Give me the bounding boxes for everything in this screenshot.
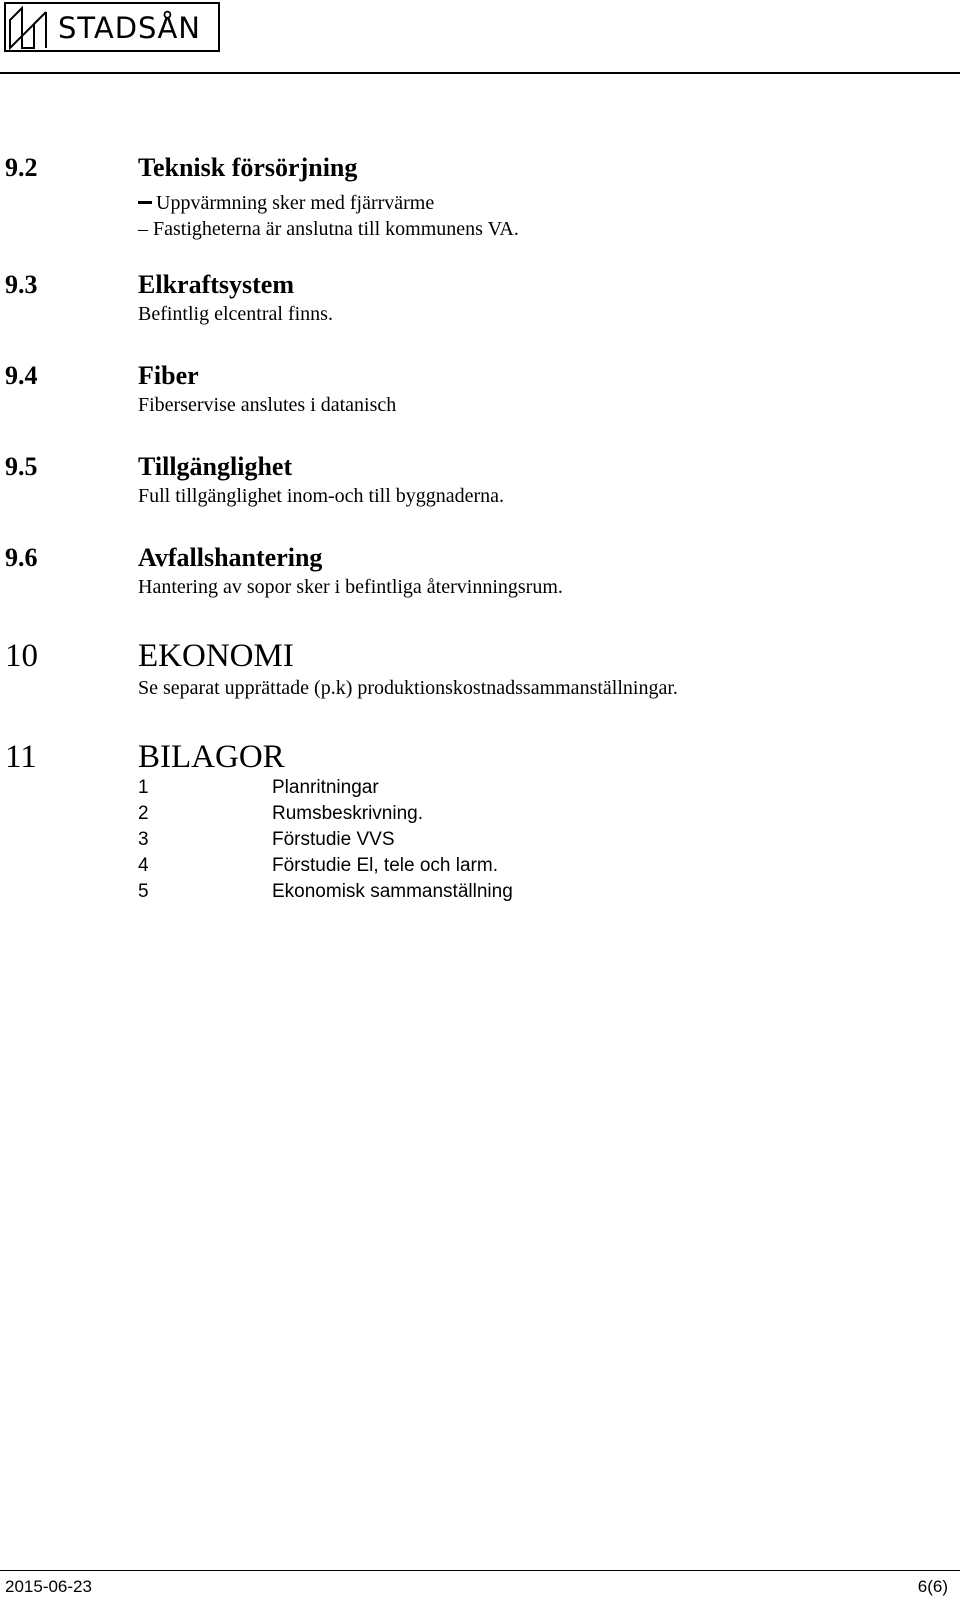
attachment-label: Förstudie El, tele och larm. <box>272 855 498 876</box>
header-rule <box>0 72 960 74</box>
section-text: Hantering av sopor sker i befintliga återvinningsrum. <box>138 576 563 598</box>
footer-rule <box>0 1570 960 1571</box>
footer-date: 2015-06-23 <box>5 1577 92 1596</box>
logo-mark-icon <box>8 6 48 50</box>
section-number: 9.3 <box>5 270 38 299</box>
section-number: 11 <box>5 739 37 775</box>
section-line: – Fastigheterna är anslutna till kommunens VA. <box>138 218 519 240</box>
section-number: 9.2 <box>5 153 38 182</box>
section-heading: Teknisk försörjning <box>138 153 358 182</box>
page-number: 6(6) <box>917 1577 948 1596</box>
section-heading: Tillgänglighet <box>138 452 293 481</box>
section-heading: Avfallshantering <box>138 543 323 572</box>
section-heading: Elkraftsystem <box>138 270 294 299</box>
logo-text: STADSÅN <box>58 11 201 45</box>
section-text: Full tillgänglighet inom-och till byggnaderna. <box>138 485 505 507</box>
attachment-label: Ekonomisk sammanställning <box>272 881 513 902</box>
attachment-number: 5 <box>138 881 149 902</box>
attachment-number: 1 <box>138 777 149 798</box>
company-logo <box>4 2 220 52</box>
attachment-label: Förstudie VVS <box>272 829 395 850</box>
section-text: Befintlig elcentral finns. <box>138 303 333 325</box>
attachment-number: 3 <box>138 829 149 850</box>
section-text: Se separat upprättade (p.k) produktionskostnadssammanställningar. <box>138 677 678 699</box>
section-number: 9.6 <box>5 543 38 572</box>
section-number: 9.4 <box>5 361 38 390</box>
attachment-number: 2 <box>138 803 149 824</box>
attachment-label: Rumsbeskrivning. <box>272 803 423 824</box>
section-heading: BILAGOR <box>138 739 285 775</box>
section-line: Uppvärmning sker med fjärrvärme <box>138 191 434 215</box>
dash-icon <box>138 201 152 204</box>
attachment-label: Planritningar <box>272 777 379 798</box>
attachment-number: 4 <box>138 855 149 876</box>
section-number: 10 <box>5 638 38 674</box>
section-heading: Fiber <box>138 361 199 390</box>
section-text: Fiberservise anslutes i datanisch <box>138 394 397 416</box>
section-number: 9.5 <box>5 452 38 481</box>
section-heading: EKONOMI <box>138 638 294 674</box>
